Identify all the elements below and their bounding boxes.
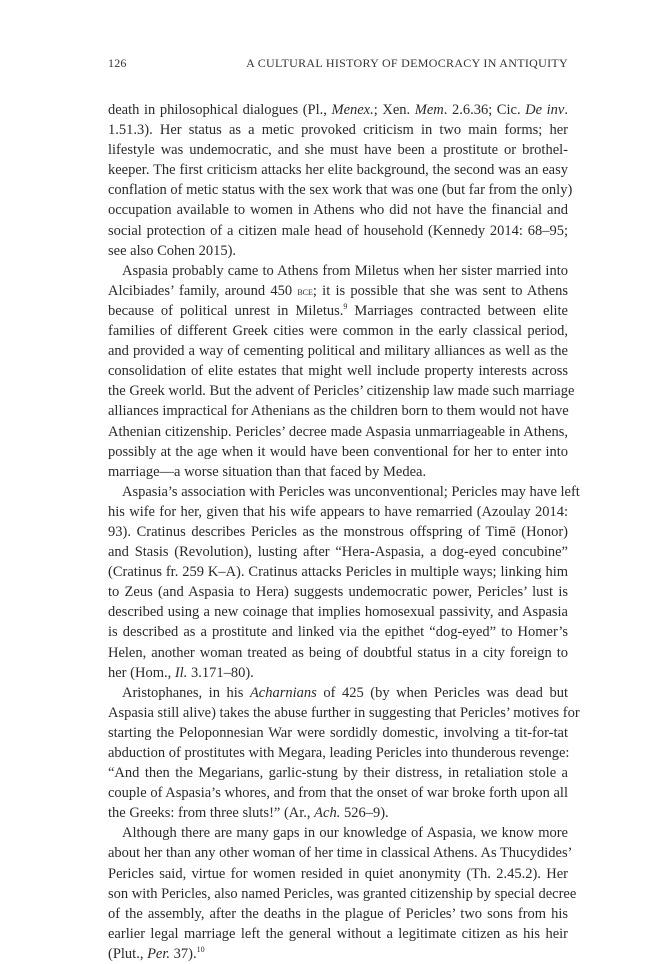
- text-line: [108, 602, 568, 622]
- italic-text: Mem: [414, 102, 444, 118]
- text-line: [108, 100, 568, 120]
- text-segment: “And then the Megarians, garlic-stung by their distress, in retaliation stole a: [108, 765, 568, 782]
- text-line: [108, 723, 568, 743]
- text-segment: about her than any other woman of her time in classical Athens. As Thucydides’: [108, 845, 573, 862]
- small-caps-text: bce: [297, 283, 313, 298]
- text-line: [108, 502, 568, 522]
- text-line: [108, 904, 568, 924]
- text-line: [108, 823, 568, 843]
- text-line: [108, 241, 568, 261]
- text-line: [108, 341, 568, 361]
- text-line: [108, 381, 575, 401]
- text-line: [108, 763, 568, 783]
- text-segment: starting the Peloponnesian War were sordidly domestic, involving a tit-for-tat: [108, 724, 568, 741]
- text-segment: Athenian citizenship. Pericles’ decree made Aspasia unmarriageable in Athens,: [108, 423, 568, 440]
- text-segment: described using a new coinage that implies homosexual passivity, and Aspasia: [108, 604, 568, 621]
- text-segment: 93). Cratinus describes Pericles as the monstrous offspring of Timē (Honor): [108, 523, 568, 540]
- text-line: [108, 582, 568, 602]
- text-line: [108, 622, 568, 642]
- text-segment: social protection of a citizen male head of household (Kennedy 2014: 68–95;: [108, 222, 568, 239]
- text-line: [108, 843, 573, 863]
- text-line: [108, 422, 568, 442]
- text-line: [108, 120, 568, 140]
- text-segment: Alcibiades’ family, around 450: [108, 282, 298, 299]
- text-segment: keeper. The first criticism attacks her elite background, the second was an easy: [108, 162, 568, 179]
- text-segment: to Zeus (and Aspasia to Hera) suggests undemocratic power, Pericles’ lust is: [108, 584, 568, 601]
- text-segment: Aristophanes, in his: [122, 684, 250, 701]
- text-line: [108, 884, 577, 904]
- text-segment: and Stasis (Revolution), lusting after “Hera-Aspasia, a dog-eyed concubine”: [108, 544, 568, 561]
- text-segment: Although there are many gaps in our knowledge of Aspasia, we know more: [122, 825, 568, 842]
- text-line: [108, 743, 568, 763]
- text-segment: ; it is possible that she was sent to Athens: [312, 282, 568, 299]
- text-segment: his wife for her, given that his wife appears to have remarried (Azoulay 2014:: [108, 503, 568, 520]
- text-line: [108, 783, 568, 803]
- italic-text: Ach.: [314, 805, 341, 822]
- paragraph: [108, 823, 577, 964]
- italic-text: Per.: [147, 945, 171, 962]
- italic-text: Il.: [174, 664, 188, 681]
- text-line: [108, 462, 568, 482]
- text-segment: conflation of metic status with the sex work that was one (but far from the only): [108, 182, 573, 199]
- text-segment: 3.171–80).: [187, 664, 254, 681]
- text-line: [108, 562, 568, 582]
- text-segment: .: [564, 102, 568, 118]
- text-line: [108, 180, 573, 200]
- page-number: 126: [108, 56, 127, 70]
- paragraph: [108, 683, 580, 824]
- text-line: [108, 924, 568, 944]
- text-segment: marriage—a worse situation than that faced by Medea.: [108, 463, 427, 480]
- text-segment: Aspasia’s association with Pericles was unconventional; Pericles may have left: [122, 483, 580, 500]
- text-segment: Marriages contracted between elite: [347, 302, 568, 319]
- text-line: [108, 703, 580, 723]
- text-segment: ; Xen.: [373, 102, 415, 118]
- text-line: [108, 643, 568, 663]
- text-segment: families of different Greek cities were common in the early classical period,: [108, 323, 568, 340]
- text-segment: (Cratinus fr. 259 K–A). Cratinus attacks Pericles in multiple ways; linking him: [108, 564, 568, 581]
- text-segment: 37).: [170, 945, 197, 962]
- text-segment: 526–9).: [340, 805, 389, 822]
- text-segment: of 425 (by when Pericles was dead but: [316, 684, 569, 701]
- paragraph: [108, 100, 573, 261]
- text-segment: see also Cohen 2015).: [108, 242, 237, 259]
- text-segment: lifestyle was undemocratic, and she must have been a prostitute or brothel-: [108, 142, 568, 159]
- italic-text: Menex.: [331, 102, 374, 118]
- text-line: [108, 683, 568, 703]
- text-segment: the Greek world. But the advent of Pericles’ citizenship law made such marriage: [108, 383, 575, 400]
- text-segment: Aspasia still alive) takes the abuse further in suggesting that Pericles’ motives for: [108, 704, 580, 721]
- text-line: [108, 663, 568, 683]
- text-segment: of the assembly, after the deaths in the plague of Pericles’ two sons from his: [108, 905, 568, 922]
- running-title: A CULTURAL HISTORY OF DEMOCRACY IN ANTIQUITY: [246, 56, 568, 70]
- text-line: [108, 542, 568, 562]
- text-line: [108, 482, 580, 502]
- text-segment: consolidation of elite estates that might well include property interests across: [108, 363, 568, 380]
- text-segment: because of political unrest in Miletus.: [108, 302, 344, 319]
- text-line: [108, 140, 568, 160]
- text-line: [108, 321, 568, 341]
- text-segment: Aspasia probably came to Athens from Miletus when her sister married into: [122, 262, 568, 279]
- text-segment: earlier legal marriage left the general without a legitimate citizen as his heir: [108, 925, 568, 942]
- text-segment: abduction of prostitutes with Megara, leading Pericles into thunderous revenge:: [108, 745, 570, 761]
- footnote-marker: 10: [196, 945, 205, 955]
- text-line: [108, 401, 568, 421]
- text-segment: and provided a way of cementing political and military alliances as well as the: [108, 343, 568, 360]
- text-line: [108, 301, 568, 321]
- text-segment: . 2.6.36; Cic.: [443, 102, 526, 118]
- text-segment: 1.51.3). Her status as a metic provoked criticism in two main forms; her: [108, 122, 568, 139]
- running-header: [108, 56, 568, 71]
- paragraph: [108, 482, 580, 683]
- italic-text: Acharnians: [249, 684, 317, 701]
- text-line: [108, 200, 568, 220]
- text-line: [108, 281, 568, 301]
- italic-text: De inv: [525, 102, 565, 118]
- body-text: [108, 100, 580, 964]
- text-segment: Helen, another woman treated as being of doubtful status in a city foreign to: [108, 644, 568, 661]
- text-line: [108, 160, 568, 180]
- text-segment: couple of Aspasia’s whores, and from that the onset of war broke forth upon all: [108, 785, 568, 802]
- footnote-marker: 9: [343, 302, 348, 312]
- text-segment: is described as a prostitute and linked via the epithet “dog-eyed” to Homer’s: [108, 624, 568, 641]
- text-segment: alliances impractical for Athenians as the children born to them would not have: [108, 403, 569, 420]
- text-segment: the Greeks: from three sluts!” (Ar.,: [108, 805, 315, 822]
- text-segment: her (Hom.,: [108, 664, 175, 681]
- text-line: [108, 361, 568, 381]
- text-line: [108, 261, 568, 281]
- text-line: [108, 522, 568, 542]
- text-line: [108, 944, 568, 964]
- text-segment: possibly at the age when it would have been conventional for her to enter into: [108, 443, 568, 460]
- text-segment: (Plut.,: [108, 945, 148, 962]
- text-line: [108, 803, 568, 823]
- text-segment: death in philosophical dialogues (Pl.,: [108, 102, 332, 118]
- text-segment: son with Pericles, also named Pericles, was granted citizenship by special decree: [108, 885, 577, 902]
- text-line: [108, 442, 568, 462]
- text-line: [108, 221, 568, 241]
- paragraph: [108, 261, 575, 482]
- text-line: [108, 864, 568, 884]
- text-segment: occupation available to women in Athens who did not have the financial and: [108, 202, 568, 219]
- text-segment: Pericles said, virtue for women resided in quiet anonymity (Th. 2.45.2). Her: [108, 865, 568, 882]
